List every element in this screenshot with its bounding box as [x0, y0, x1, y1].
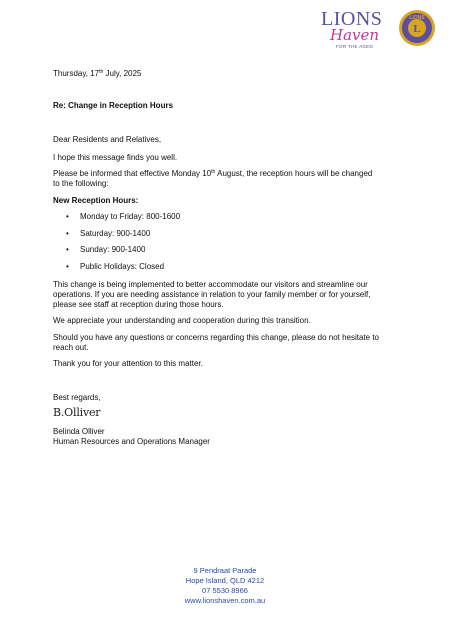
lions-haven-logo	[318, 7, 444, 53]
emblem-letter: L	[413, 23, 421, 35]
bullet-icon: •	[66, 229, 69, 238]
hours-item: Saturday: 900-1400	[80, 229, 151, 238]
hours-heading: New Reception Hours:	[53, 196, 139, 205]
paragraph-3-line-1: Should you have any questions or concerns regarding this change, please do not hesitate to	[53, 333, 379, 342]
sender-title: Human Resources and Operations Manager	[53, 437, 210, 446]
bullet-icon: •	[66, 262, 69, 271]
date-sup: th	[99, 69, 104, 75]
emblem-text: LIONS	[409, 15, 425, 21]
logo-wordmark	[318, 7, 394, 53]
sender-name: Belinda Olliver	[53, 427, 105, 436]
logo-lions-text: LIONS	[321, 8, 383, 30]
hours-item: Public Holidays: Closed	[80, 262, 165, 271]
date-rest: July, 2025	[103, 69, 142, 78]
hours-item: Monday to Friday: 800-1600	[80, 212, 181, 221]
paragraph-1-line-3: please see staff at reception during those hours.	[53, 300, 224, 309]
logo-tagline: FOR THE AGED	[336, 44, 374, 49]
logo-haven-text: Haven	[330, 26, 380, 44]
bullet-icon: •	[66, 245, 69, 254]
notice-line-2: to the following:	[53, 179, 109, 188]
notice-part-b: August, the reception hours will be changed	[215, 169, 373, 178]
paragraph-4: Thank you for your attention to this matter.	[53, 359, 203, 368]
paragraph-2: We appreciate your understanding and cooperation during this transition.	[53, 316, 311, 325]
letter-closing: Best regards,	[53, 393, 101, 402]
notice-sup: th	[211, 169, 216, 175]
footer-street: 9 Pendraat Parade	[193, 566, 257, 575]
notice-part-a: Please be informed that effective Monday 10	[53, 169, 212, 178]
lions-emblem-icon	[398, 9, 436, 47]
paragraph-1-line-2: operations. If you are needing assistance in relation to your family member or for yourself,	[53, 290, 371, 299]
notice-line-1	[53, 169, 372, 179]
date-main: Thursday, 17	[53, 69, 100, 78]
paragraph-3-line-2: reach out.	[53, 343, 89, 352]
opening-line: I hope this message finds you well.	[53, 153, 178, 162]
letter-subject: Re: Change in Reception Hours	[53, 101, 174, 110]
hours-item: Sunday: 900-1400	[80, 245, 146, 254]
handwritten-signature: B.Olliver	[53, 406, 101, 419]
footer-phone: 07 5530 8966	[202, 586, 248, 595]
footer-website[interactable]: www.lionshaven.com.au	[184, 596, 266, 605]
paragraph-1-line-1: This change is being implemented to better accommodate our visitors and streamline our	[53, 280, 368, 289]
letter-date	[53, 69, 141, 79]
footer-city: Hope Island, QLD 4212	[185, 576, 265, 585]
bullet-icon: •	[66, 212, 69, 221]
letter-salutation: Dear Residents and Relatives,	[53, 135, 162, 144]
